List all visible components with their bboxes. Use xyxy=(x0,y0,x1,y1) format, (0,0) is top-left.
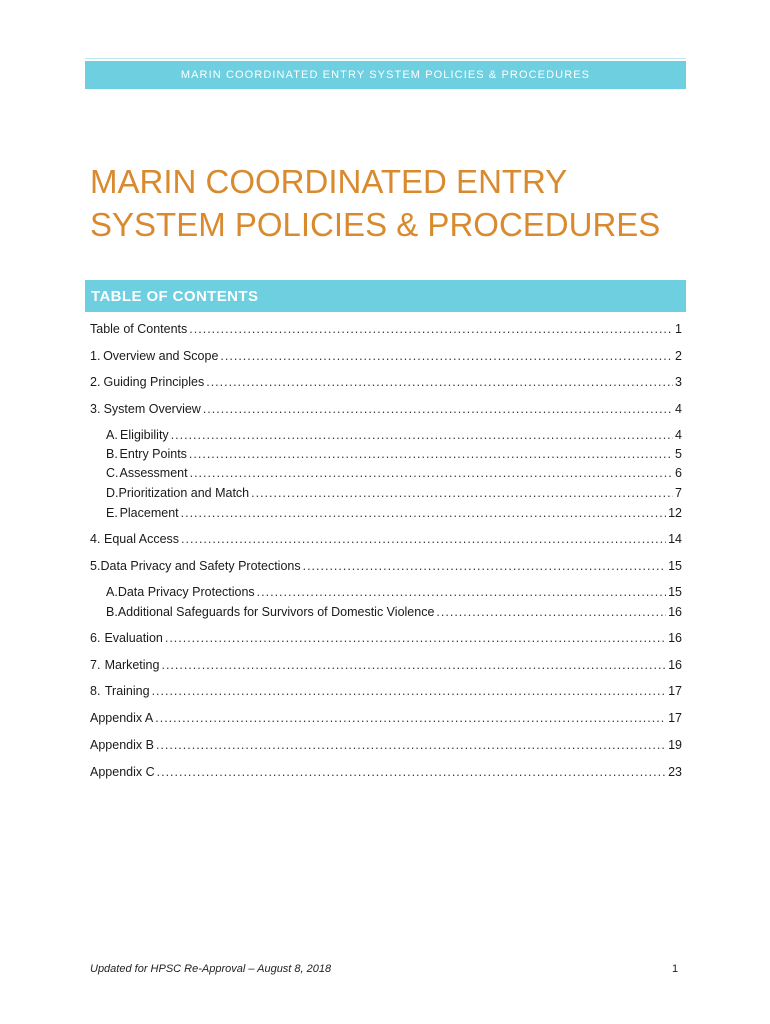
toc-entry-number: 4. xyxy=(90,532,101,546)
toc-entry-number: A. xyxy=(106,585,118,599)
toc-leader xyxy=(257,585,666,599)
toc-entry-number: E. xyxy=(106,506,118,520)
toc-leader xyxy=(189,322,673,336)
toc-leader xyxy=(181,532,666,546)
toc-leader xyxy=(303,559,666,573)
toc-leader xyxy=(189,447,673,461)
header-banner: MARIN COORDINATED ENTRY SYSTEM POLICIES & PROCEDURES xyxy=(85,59,686,89)
toc-entry-label: Table of Contents xyxy=(90,322,188,336)
toc-entry-number: 6. xyxy=(90,631,101,645)
toc-entry[interactable] xyxy=(90,738,682,756)
toc-entry-label: Entry Points xyxy=(119,447,187,461)
footer-page-number: 1 xyxy=(672,963,679,975)
toc-leader xyxy=(251,486,673,500)
toc-subentry[interactable] xyxy=(90,605,682,623)
toc-entry-label: Appendix B xyxy=(90,738,154,752)
toc-entry[interactable] xyxy=(90,559,682,577)
toc-entry-page: 16 xyxy=(668,605,682,619)
toc-entry[interactable] xyxy=(90,658,682,676)
title-line-2: SYSTEM POLICIES & PROCEDURES xyxy=(90,206,661,243)
toc-entry-page: 4 xyxy=(675,402,682,416)
toc-entry-number: 5. xyxy=(90,559,101,573)
toc-leader xyxy=(155,711,666,725)
toc-entry-page: 1 xyxy=(675,322,682,336)
toc-subentry[interactable] xyxy=(90,447,682,465)
toc-entry-page: 5 xyxy=(675,447,682,461)
toc-entry-number: 8. xyxy=(90,684,101,698)
toc-entry-number: 3. xyxy=(90,402,101,416)
toc-entry-page: 7 xyxy=(675,486,682,500)
toc-leader xyxy=(190,466,673,480)
toc-entry[interactable] xyxy=(90,684,682,702)
toc-leader xyxy=(165,631,666,645)
toc-entry-page: 19 xyxy=(668,738,682,752)
toc-entry-number: B. xyxy=(106,447,118,461)
toc-entry-label: Prioritization and Match xyxy=(118,486,250,500)
toc-entry-page: 4 xyxy=(675,428,682,442)
toc-subentry[interactable] xyxy=(90,428,682,446)
toc-entry-label: Appendix A xyxy=(90,711,154,725)
toc-entry-page: 3 xyxy=(675,375,682,389)
toc-entry-label: Additional Safeguards for Survivors of Domestic Violence xyxy=(117,605,435,619)
toc-entry-number: D. xyxy=(106,486,119,500)
toc-entry-number: C. xyxy=(106,466,119,480)
toc-leader xyxy=(171,428,673,442)
toc-entry-page: 14 xyxy=(668,532,682,546)
toc-entry-page: 2 xyxy=(675,349,682,363)
toc-entry-number: 2. xyxy=(90,375,101,389)
toc-subentry[interactable] xyxy=(90,466,682,484)
toc-entry-number: B. xyxy=(106,605,118,619)
title-line-1: MARIN COORDINATED ENTRY xyxy=(90,163,568,200)
toc-subentry[interactable] xyxy=(90,486,682,504)
toc-entry-label: Evaluation xyxy=(104,631,163,645)
toc-entry[interactable] xyxy=(90,349,682,367)
toc-entry-label: Overview and Scope xyxy=(103,349,219,363)
toc-entry-page: 15 xyxy=(668,559,682,573)
footer-update-note: Updated for HPSC Re-Approval – August 8, 2018 xyxy=(90,963,332,975)
toc-entry[interactable] xyxy=(90,631,682,649)
toc-entry-label: Data Privacy and Safety Protections xyxy=(100,559,301,573)
toc-leader xyxy=(157,765,666,779)
toc-entry-label: Appendix C xyxy=(90,765,155,779)
toc-heading: TABLE OF CONTENTS xyxy=(85,280,686,312)
toc-leader xyxy=(181,506,666,520)
toc-leader xyxy=(152,684,667,698)
toc-entry[interactable] xyxy=(90,375,682,393)
toc-entry-label: System Overview xyxy=(103,402,201,416)
toc-subentry[interactable] xyxy=(90,585,682,603)
toc-entry-label: Training xyxy=(104,684,150,698)
toc-subentry[interactable] xyxy=(90,506,682,524)
toc-entry-label: Equal Access xyxy=(104,532,180,546)
toc-entry-page: 17 xyxy=(668,711,682,725)
toc-entry[interactable] xyxy=(90,711,682,729)
toc-entry[interactable] xyxy=(90,765,682,783)
toc-leader xyxy=(156,738,666,752)
toc-entry-number: 1. xyxy=(90,349,101,363)
toc-entry-label: Placement xyxy=(119,506,179,520)
toc-entry-number: A. xyxy=(106,428,118,442)
toc-entry-page: 6 xyxy=(675,466,682,480)
toc-entry[interactable] xyxy=(90,322,682,340)
document-title xyxy=(90,160,710,246)
toc-entry-number: 7. xyxy=(90,658,101,672)
toc-entry-label: Eligibility xyxy=(120,428,169,442)
toc-entry-label: Data Privacy Protections xyxy=(117,585,255,599)
toc-entry-page: 16 xyxy=(668,631,682,645)
toc-entry-page: 15 xyxy=(668,585,682,599)
toc-entry-page: 12 xyxy=(668,506,682,520)
toc-entry-page: 16 xyxy=(668,658,682,672)
toc-leader xyxy=(161,658,666,672)
toc-entry-label: Guiding Principles xyxy=(103,375,205,389)
toc-entry-page: 23 xyxy=(668,765,682,779)
toc-entry-label: Assessment xyxy=(119,466,188,480)
toc-leader xyxy=(206,375,673,389)
toc-leader xyxy=(203,402,673,416)
toc-entry[interactable] xyxy=(90,532,682,550)
toc-entry[interactable] xyxy=(90,402,682,420)
toc-entry-page: 17 xyxy=(668,684,682,698)
toc-leader xyxy=(436,605,666,619)
toc-leader xyxy=(220,349,673,363)
toc-entry-label: Marketing xyxy=(104,658,160,672)
